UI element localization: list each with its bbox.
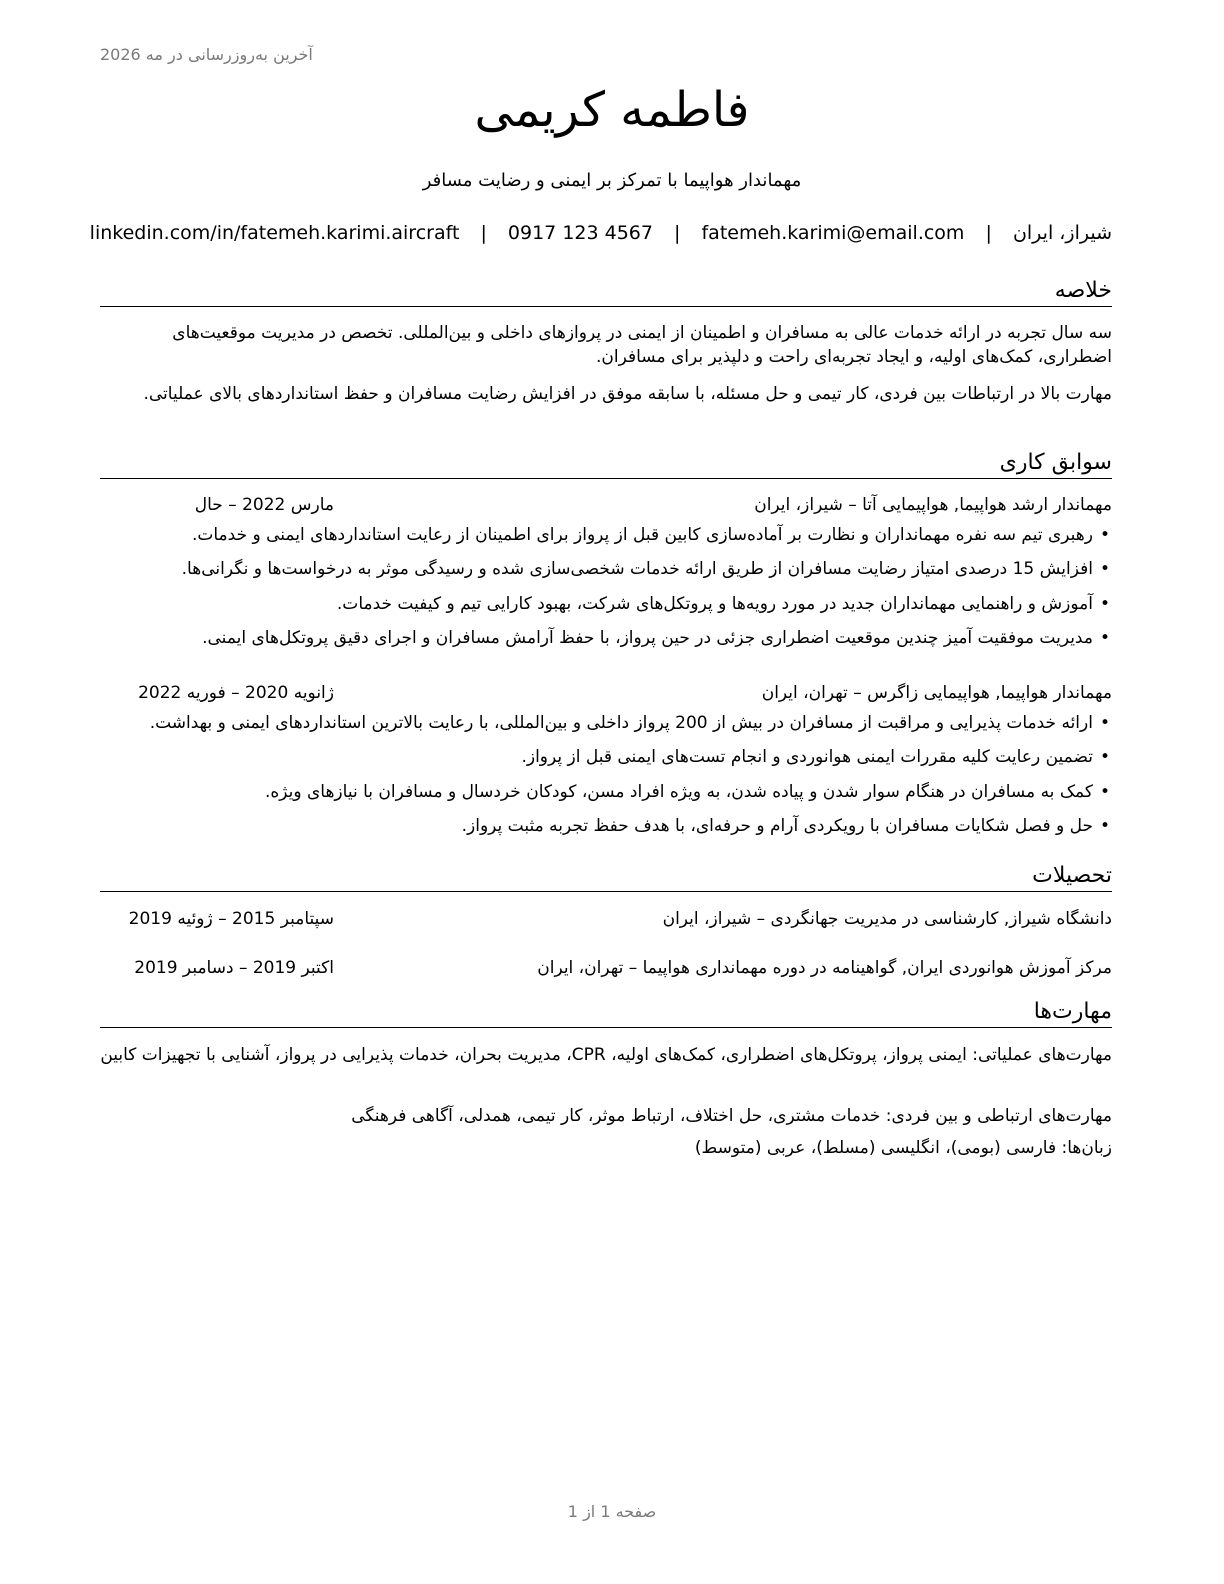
last-updated-note: آخرین به‌روزرسانی در مه 2026 xyxy=(100,45,313,64)
job-bullet: •آموزش و راهنمایی مهمانداران جدید در مورد رویه‌ها و پروتکل‌های شرکت، بهبود کارایی تیم و کیفیت خدمات. xyxy=(90,589,1110,623)
bullet-icon: • xyxy=(1099,781,1110,802)
skills-line: زبان‌ها: فارسی (بومی)، انگلیسی (مسلط)، عربی (متوسط) xyxy=(694,1138,1112,1158)
education-dates: سپتامبر 2015 – ژوئیه 2019 xyxy=(128,909,334,929)
job-header xyxy=(100,493,1112,517)
summary-paragraph: سه سال تجربه در ارائه خدمات عالی به مسافران و اطمینان از ایمنی در پروازهای داخلی و بین‌المللی. تخصص در مدیریت موقعیت‌های اضطراری، کمک‌های اولیه، و ایجاد تجربه‌ای راحت و دلپذیر برای مسافران. xyxy=(172,323,1112,367)
education-entry xyxy=(100,956,1112,980)
bullet-icon: • xyxy=(1099,815,1110,836)
summary-heading: خلاصه xyxy=(100,277,1112,307)
job-title: مهماندار ارشد هواپیما, هواپیمایی آتا – شیراز، ایران xyxy=(754,495,1112,515)
skills-heading: مهارت‌ها xyxy=(100,998,1112,1028)
education-title: مرکز آموزش هوانوردی ایران, گواهینامه در دوره مهمانداری هواپیما – تهران، ایران xyxy=(537,958,1112,978)
job-bullet: •افزایش 15 درصدی امتیاز رضایت مسافران از طریق ارائه خدمات شخصی‌سازی شده و رسیدگی موثر به درخواست‌ها و نگرانی‌ها. xyxy=(90,554,1110,588)
bullet-icon: • xyxy=(1099,593,1110,614)
page-number: صفحه 1 از 1 xyxy=(567,1502,657,1521)
job-bullet-list xyxy=(90,520,1110,657)
contact-separator: | xyxy=(480,222,487,244)
contact-location: شیراز، ایران xyxy=(1012,222,1112,244)
job-bullet-list xyxy=(90,708,1110,845)
education-title: دانشگاه شیراز, کارشناسی در مدیریت جهانگردی – شیراز، ایران xyxy=(662,909,1112,929)
contact-line xyxy=(89,222,1112,244)
job-title: مهماندار هواپیما, هواپیمایی زاگرس – تهران، ایران xyxy=(761,683,1112,703)
contact-linkedin[interactable]: linkedin.com/in/fatemeh.karimi.aircraft xyxy=(89,222,460,244)
job-bullet: •تضمین رعایت کلیه مقررات ایمنی هوانوردی و انجام تست‌های ایمنی قبل از پرواز. xyxy=(90,742,1110,776)
bullet-icon: • xyxy=(1099,525,1110,545)
education-dates: اکتبر 2019 – دسامبر 2019 xyxy=(134,958,334,978)
bullet-icon: • xyxy=(1099,713,1110,733)
candidate-name: فاطمه کریمی xyxy=(474,82,750,138)
bullet-icon: • xyxy=(1099,747,1110,768)
job-bullet: •مدیریت موفقیت آمیز چندین موقعیت اضطراری جزئی در حین پرواز، با حفظ آرامش مسافران و اجرای دقیق پروتکل‌های ایمنی. xyxy=(90,623,1110,657)
job-bullet: •کمک به مسافران در هنگام سوار شدن و پیاده شدن، به ویژه افراد مسن، کودکان خردسال و مسافران با نیازهای ویژه. xyxy=(90,777,1110,811)
contact-separator: | xyxy=(674,222,681,244)
contact-separator: | xyxy=(985,222,992,244)
job-bullet: •رهبری تیم سه نفره مهمانداران و نظارت بر آماده‌سازی کابین قبل از پرواز برای اطمینان از رعایت استانداردهای ایمنی و خدمات. xyxy=(90,520,1110,554)
job-bullet: •حل و فصل شکایات مسافران با رویکردی آرام و حرفه‌ای، با هدف حفظ تجربه مثبت پرواز. xyxy=(90,811,1110,845)
job-header xyxy=(100,681,1112,705)
education-entry xyxy=(100,907,1112,931)
skills-line: مهارت‌های عملیاتی: ایمنی پرواز، پروتکل‌های اضطراری، کمک‌های اولیه، CPR، مدیریت بحران، خدمات پذیرایی در پرواز، آشنایی با تجهیزات کابین xyxy=(100,1045,1112,1065)
candidate-headline: مهماندار هواپیما با تمرکز بر ایمنی و رضایت مسافر xyxy=(422,170,802,191)
job-bullet: •ارائه خدمات پذیرایی و مراقبت از مسافران در بیش از 200 پرواز داخلی و بین‌المللی، با رعایت بالاترین استانداردهای ایمنی و بهداشت. xyxy=(90,708,1110,742)
experience-heading: سوابق کاری xyxy=(100,449,1112,479)
contact-email[interactable]: fatemeh.karimi@email.com xyxy=(701,222,965,244)
education-heading: تحصیلات xyxy=(100,862,1112,892)
bullet-icon: • xyxy=(1099,627,1110,648)
job-dates: ژانویه 2020 – فوریه 2022 xyxy=(138,683,334,703)
summary-paragraph: مهارت بالا در ارتباطات بین فردی، کار تیمی و حل مسئله، با سابقه موفق در افزایش رضایت مسافران و حفظ استانداردهای بالای عملیاتی. xyxy=(143,384,1112,404)
contact-phone[interactable]: 0917 123 4567 xyxy=(507,222,653,244)
job-dates: مارس 2022 – حال xyxy=(194,495,334,515)
skills-line: مهارت‌های ارتباطی و بین فردی: خدمات مشتری، حل اختلاف، ارتباط موثر، کار تیمی، همدلی، آگاهی فرهنگی xyxy=(351,1106,1112,1126)
bullet-icon: • xyxy=(1099,559,1110,580)
